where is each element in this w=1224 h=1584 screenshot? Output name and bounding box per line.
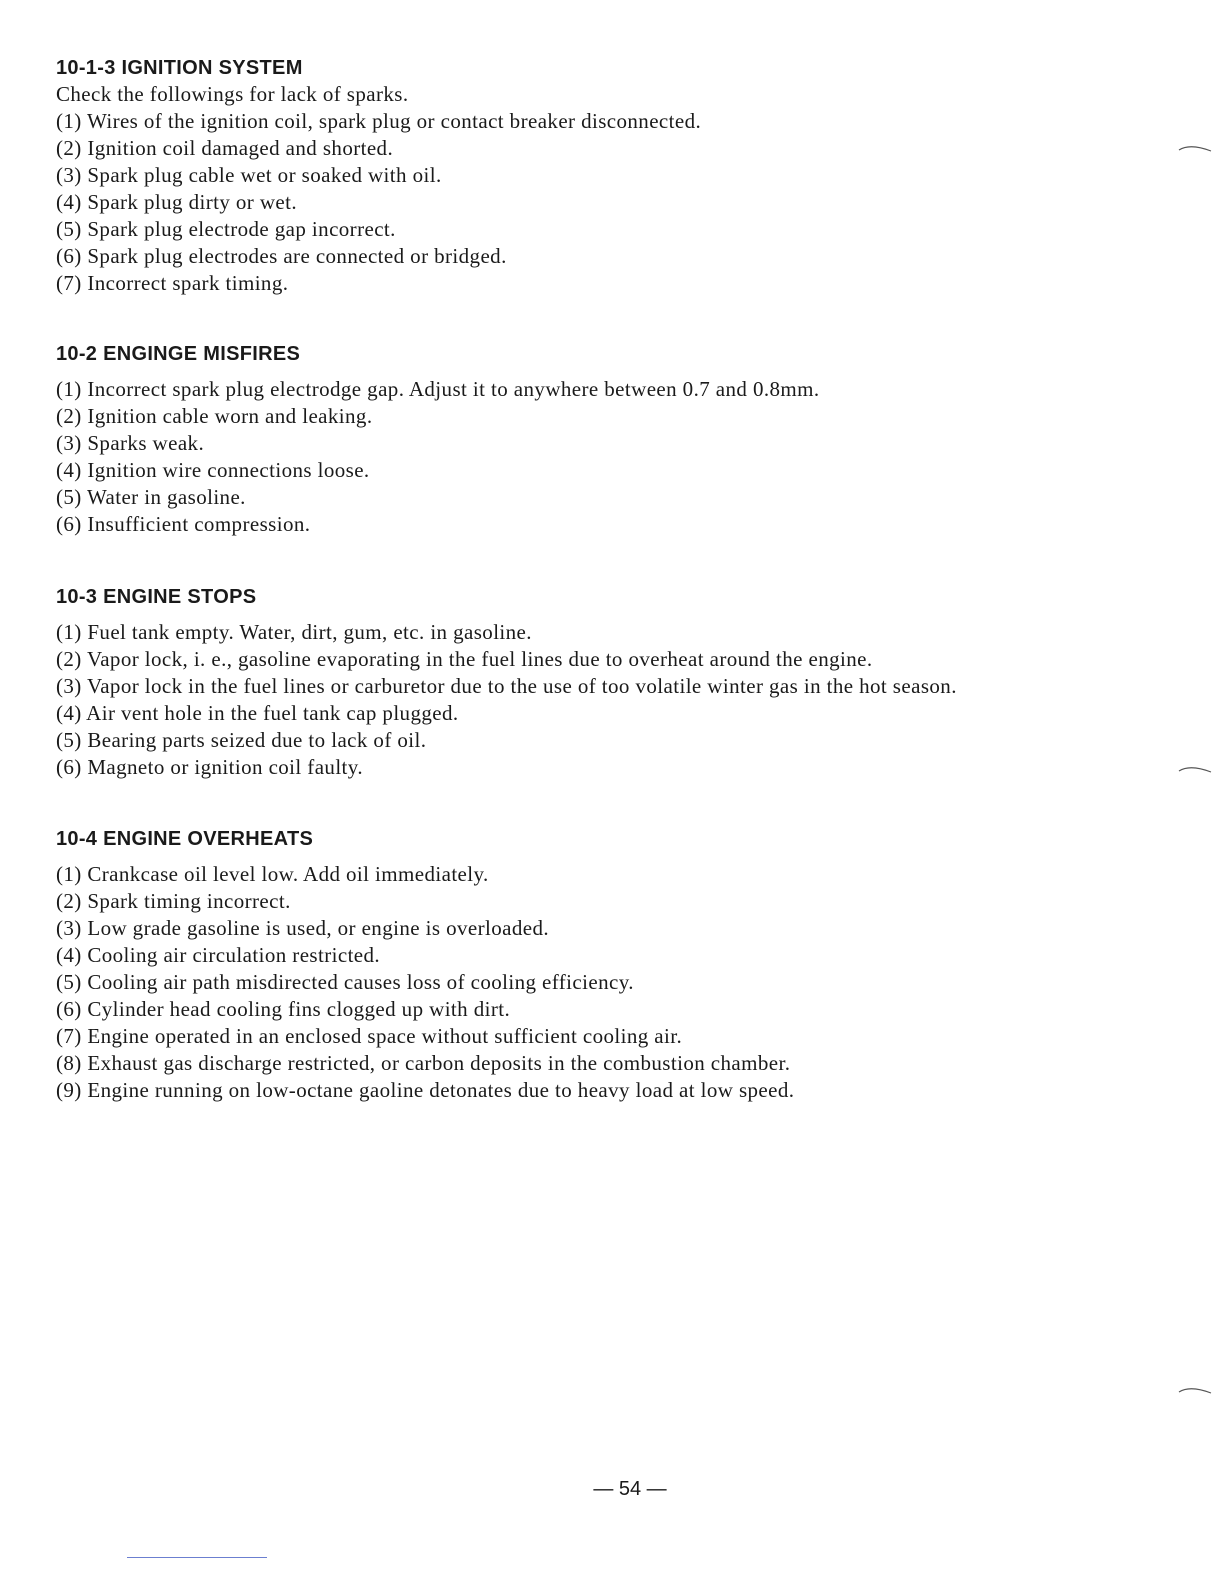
list-item: (9) Engine running on low-octane gaoline detonates due to heavy load at low speed. [56,1078,795,1102]
list-item: (2) Ignition cable worn and leaking. [56,404,373,428]
margin-arc-mark [1178,144,1212,152]
list-item: (2) Vapor lock, i. e., gasoline evaporating in the fuel lines due to overheat around the engine. [56,647,873,671]
list-item: (5) Bearing parts seized due to lack of oil. [56,728,427,752]
list-item: (4) Air vent hole in the fuel tank cap plugged. [56,701,459,725]
section-heading: 10-1-3 IGNITION SYSTEM [56,57,303,79]
list-item: (1) Incorrect spark plug electrodge gap. Adjust it to anywhere between 0.7 and 0.8mm. [56,377,820,401]
list-item: (4) Spark plug dirty or wet. [56,190,297,214]
margin-arc-mark [1178,1386,1212,1394]
item-list [56,376,820,538]
list-item: (3) Sparks weak. [56,431,205,455]
section-intro: Check the followings for lack of sparks. [56,82,409,106]
list-item: (3) Spark plug cable wet or soaked with oil. [56,163,442,187]
list-item: (8) Exhaust gas discharge restricted, or carbon deposits in the combustion chamber. [56,1051,791,1075]
list-item: (4) Ignition wire connections loose. [56,458,370,482]
item-list [56,108,701,297]
item-list [56,619,957,781]
list-item: (5) Water in gasoline. [56,485,246,509]
bottom-underline-mark [127,1557,267,1558]
page-number: — 54 — [593,1478,667,1500]
list-item: (3) Low grade gasoline is used, or engine is overloaded. [56,916,550,940]
section-engine-misfires [56,341,820,538]
list-item: (6) Spark plug electrodes are connected or bridged. [56,244,507,268]
list-item: (5) Spark plug electrode gap incorrect. [56,217,396,241]
list-item: (1) Wires of the ignition coil, spark plug or contact breaker disconnected. [56,109,702,133]
section-heading: 10-3 ENGINE STOPS [56,586,257,608]
item-list [56,861,794,1104]
list-item: (6) Cylinder head cooling fins clogged up with dirt. [56,997,511,1021]
list-item: (2) Ignition coil damaged and shorted. [56,136,394,160]
list-item: (2) Spark timing incorrect. [56,889,291,913]
list-item: (4) Cooling air circulation restricted. [56,943,381,967]
list-item: (7) Engine operated in an enclosed space without sufficient cooling air. [56,1024,683,1048]
list-item: (1) Fuel tank empty. Water, dirt, gum, etc. in gasoline. [56,620,532,644]
section-heading: 10-2 ENGINGE MISFIRES [56,343,301,365]
list-item: (7) Incorrect spark timing. [56,271,289,295]
list-item: (6) Insufficient compression. [56,512,311,536]
section-ignition-system [56,55,701,297]
section-engine-overheats [56,826,794,1104]
list-item: (3) Vapor lock in the fuel lines or carburetor due to the use of too volatile winter gas in the hot season. [56,674,957,698]
list-item: (5) Cooling air path misdirected causes loss of cooling efficiency. [56,970,634,994]
section-heading: 10-4 ENGINE OVERHEATS [56,828,314,850]
section-engine-stops [56,584,957,781]
list-item: (1) Crankcase oil level low. Add oil immediately. [56,862,489,886]
margin-arc-mark [1178,765,1212,773]
list-item: (6) Magneto or ignition coil faulty. [56,755,363,779]
